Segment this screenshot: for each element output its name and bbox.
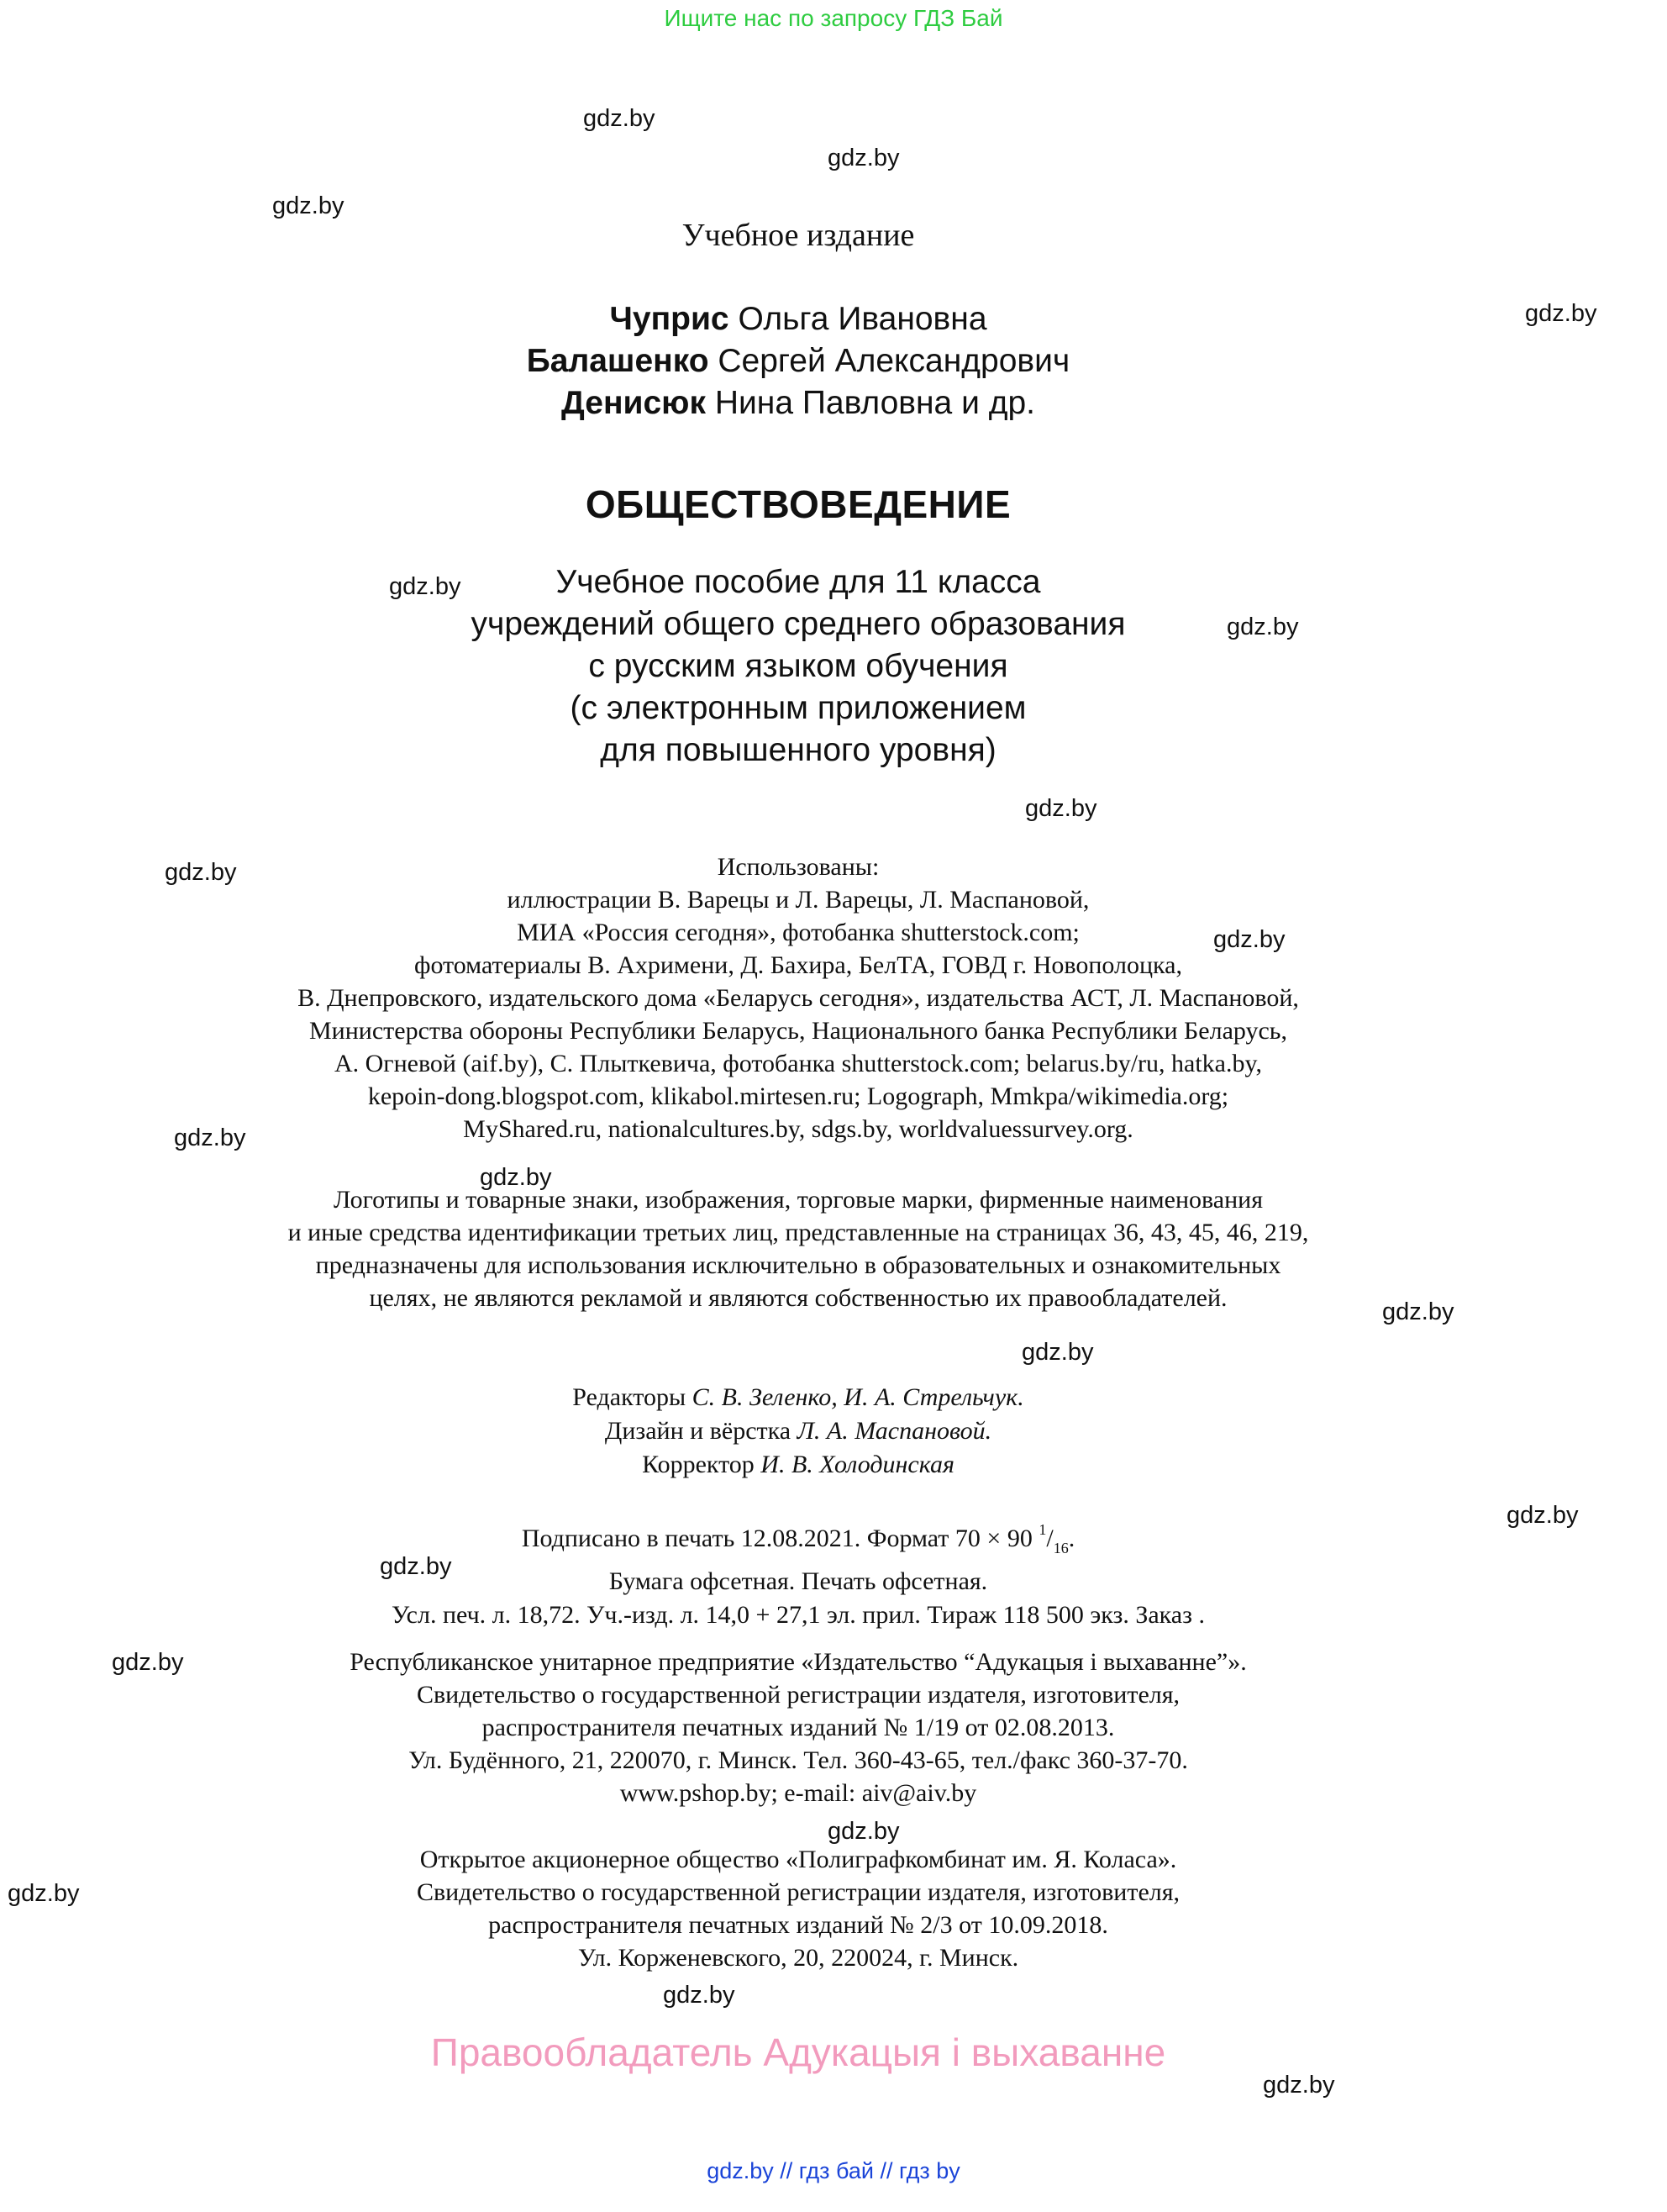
authors bbox=[0, 298, 1596, 424]
credits-line: Министерства обороны Республики Беларусь, Национального банка Республики Беларусь, bbox=[309, 1017, 1287, 1045]
subtitle-line: с русским языком обучения bbox=[588, 648, 1008, 684]
watermark: gdz.by bbox=[828, 1818, 900, 1845]
trademark-line: предназначены для использования исключительно в образовательных и ознакомительных bbox=[315, 1251, 1281, 1279]
editor-person: Л. А. Маспановой. bbox=[797, 1417, 992, 1445]
publisher-line: распространителя печатных изданий № 1/19 от 02.08.2013. bbox=[481, 1714, 1115, 1741]
credits-line: МИА «Россия сегодня», фотобанка shutterstock.com; bbox=[517, 919, 1080, 946]
author-name: Нина Павловна и др. bbox=[706, 385, 1035, 421]
print-signed-end: . bbox=[1068, 1525, 1075, 1552]
publisher-line: Ул. Будённого, 21, 220070, г. Минск. Тел. 360-43-65, тел./факс 360-37-70. bbox=[408, 1746, 1188, 1774]
watermark: gdz.by bbox=[1227, 614, 1299, 640]
editor-person: И. В. Холодинская bbox=[760, 1451, 954, 1478]
watermark: gdz.by bbox=[480, 1164, 552, 1191]
publisher-line: Свидетельство о государственной регистрации издателя, изготовителя, bbox=[416, 1681, 1181, 1709]
edition-type: Учебное издание bbox=[681, 218, 915, 253]
format-fraction-denominator: 16 bbox=[1053, 1540, 1069, 1556]
watermark: gdz.by bbox=[1507, 1502, 1579, 1529]
subtitle-line: (с электронным приложением bbox=[570, 690, 1027, 726]
subtitle-line: для повышенного уровня) bbox=[600, 732, 997, 768]
publisher-line: Республиканское унитарное предприятие «Издательство “Адукацыя і выхаванне”». bbox=[350, 1648, 1247, 1676]
watermark: gdz.by bbox=[1025, 795, 1097, 822]
credits-line: иллюстрации В. Варецы и Л. Варецы, Л. Маспановой, bbox=[507, 886, 1090, 914]
subtitle-line: Учебное пособие для 11 класса bbox=[555, 564, 1041, 600]
editors bbox=[0, 1381, 1596, 1482]
author-line bbox=[0, 340, 1596, 382]
trademark-notice bbox=[0, 1183, 1596, 1314]
credits-line: kepoin-dong.blogspot.com, klikabol.mirtesen.ru; Logograph, Mmkpa/wikimedia.org; bbox=[367, 1082, 1229, 1110]
editor-line bbox=[0, 1414, 1596, 1448]
author-surname: Денисюк bbox=[561, 385, 707, 421]
author-surname: Чуприс bbox=[609, 301, 729, 337]
watermark: gdz.by bbox=[1525, 300, 1597, 327]
credits-line: фотоматериалы В. Ахримени, Д. Бахира, БелТА, ГОВД г. Новополоцка, bbox=[414, 951, 1182, 979]
trademark-line: целях, не являются рекламой и являются собственностью их правообладателей. bbox=[369, 1284, 1228, 1312]
image-credits bbox=[0, 851, 1596, 1146]
printer-info bbox=[0, 1843, 1596, 1974]
watermark: gdz.by bbox=[663, 1982, 735, 2009]
editor-person: С. В. Зеленко, И. А. Стрельчук. bbox=[692, 1383, 1024, 1411]
book-title: ОБЩЕСТВОВЕДЕНИЕ bbox=[585, 482, 1012, 526]
printer-line: Открытое акционерное общество «Полиграфкомбинат им. Я. Коласа». bbox=[419, 1846, 1177, 1873]
top-banner: Ищите нас по запросу ГДЗ Бай bbox=[664, 5, 1003, 31]
watermark: gdz.by bbox=[272, 192, 344, 219]
watermark: gdz.by bbox=[112, 1649, 184, 1676]
credits-line: А. Огневой (aif.by), С. Плыткевича, фотобанка shutterstock.com; belarus.by/ru, hatka.by, bbox=[334, 1050, 1263, 1077]
print-signed: Подписано в печать 12.08.2021. Формат 70 × 90 bbox=[521, 1525, 1039, 1552]
trademark-line: и иные средства идентификации третьих лиц, представленные на страницах 36, 43, 45, 46, 219, bbox=[287, 1219, 1309, 1246]
print-volume: Усл. печ. л. 18,72. Уч.-изд. л. 14,0 + 27,1 эл. прил. Тираж 118 500 экз. Заказ . bbox=[392, 1601, 1205, 1629]
printer-line: распространителя печатных изданий № 2/3 от 10.09.2018. bbox=[488, 1911, 1108, 1939]
editor-role: Корректор bbox=[642, 1451, 761, 1478]
author-name: Сергей Александрович bbox=[708, 343, 1070, 379]
subtitle-line: учреждений общего среднего образования bbox=[471, 606, 1126, 642]
watermark: gdz.by bbox=[1213, 926, 1286, 953]
watermark: gdz.by bbox=[8, 1880, 80, 1907]
watermark: gdz.by bbox=[389, 573, 461, 600]
author-line bbox=[0, 382, 1596, 424]
author-line bbox=[0, 298, 1596, 340]
editor-role: Дизайн и вёрстка bbox=[604, 1417, 797, 1445]
printer-line: Ул. Корженевского, 20, 220024, г. Минск. bbox=[577, 1944, 1019, 1972]
watermark: gdz.by bbox=[1022, 1339, 1094, 1366]
print-info bbox=[0, 1513, 1596, 1632]
watermark: gdz.by bbox=[1382, 1298, 1454, 1325]
subtitle bbox=[0, 561, 1596, 772]
publisher-line: www.pshop.by; e-mail: aiv@aiv.by bbox=[619, 1779, 977, 1807]
author-name: Ольга Ивановна bbox=[728, 301, 987, 337]
print-signed-line: Подписано в печать 12.08.2021. Формат 70 × 90 $^1/_{16}$. bbox=[521, 1521, 1075, 1556]
publisher-info bbox=[0, 1646, 1596, 1809]
footer-links[interactable]: gdz.by // гдз бай // гдз by bbox=[707, 2158, 960, 2183]
editor-role: Редакторы bbox=[572, 1383, 692, 1411]
editor-line bbox=[0, 1381, 1596, 1414]
format-fraction-numerator: 1 bbox=[1039, 1521, 1047, 1538]
editor-line bbox=[0, 1448, 1596, 1482]
watermark: gdz.by bbox=[165, 859, 237, 886]
credits-line: Использованы: bbox=[717, 853, 880, 881]
watermark: gdz.by bbox=[380, 1553, 452, 1580]
credits-line: MyShared.ru, nationalcultures.by, sdgs.by, worldvaluessurvey.org. bbox=[463, 1115, 1133, 1143]
watermark: gdz.by bbox=[1263, 2072, 1335, 2099]
print-paper: Бумага офсетная. Печать офсетная. bbox=[608, 1567, 988, 1595]
credits-line: В. Днепровского, издательского дома «Беларусь сегодня», издательства АСТ, Л. Маспановой, bbox=[297, 984, 1299, 1012]
printer-line: Свидетельство о государственной регистрации издателя, изготовителя, bbox=[416, 1878, 1181, 1906]
watermark: gdz.by bbox=[828, 145, 900, 171]
watermark: gdz.by bbox=[583, 105, 655, 132]
trademark-line: Логотипы и товарные знаки, изображения, торговые марки, фирменные наименования bbox=[333, 1186, 1264, 1214]
author-surname: Балашенко bbox=[526, 343, 709, 379]
copyright-holder: Правообладатель Адукацыя і выхаванне bbox=[430, 2030, 1166, 2074]
watermark: gdz.by bbox=[174, 1124, 246, 1151]
